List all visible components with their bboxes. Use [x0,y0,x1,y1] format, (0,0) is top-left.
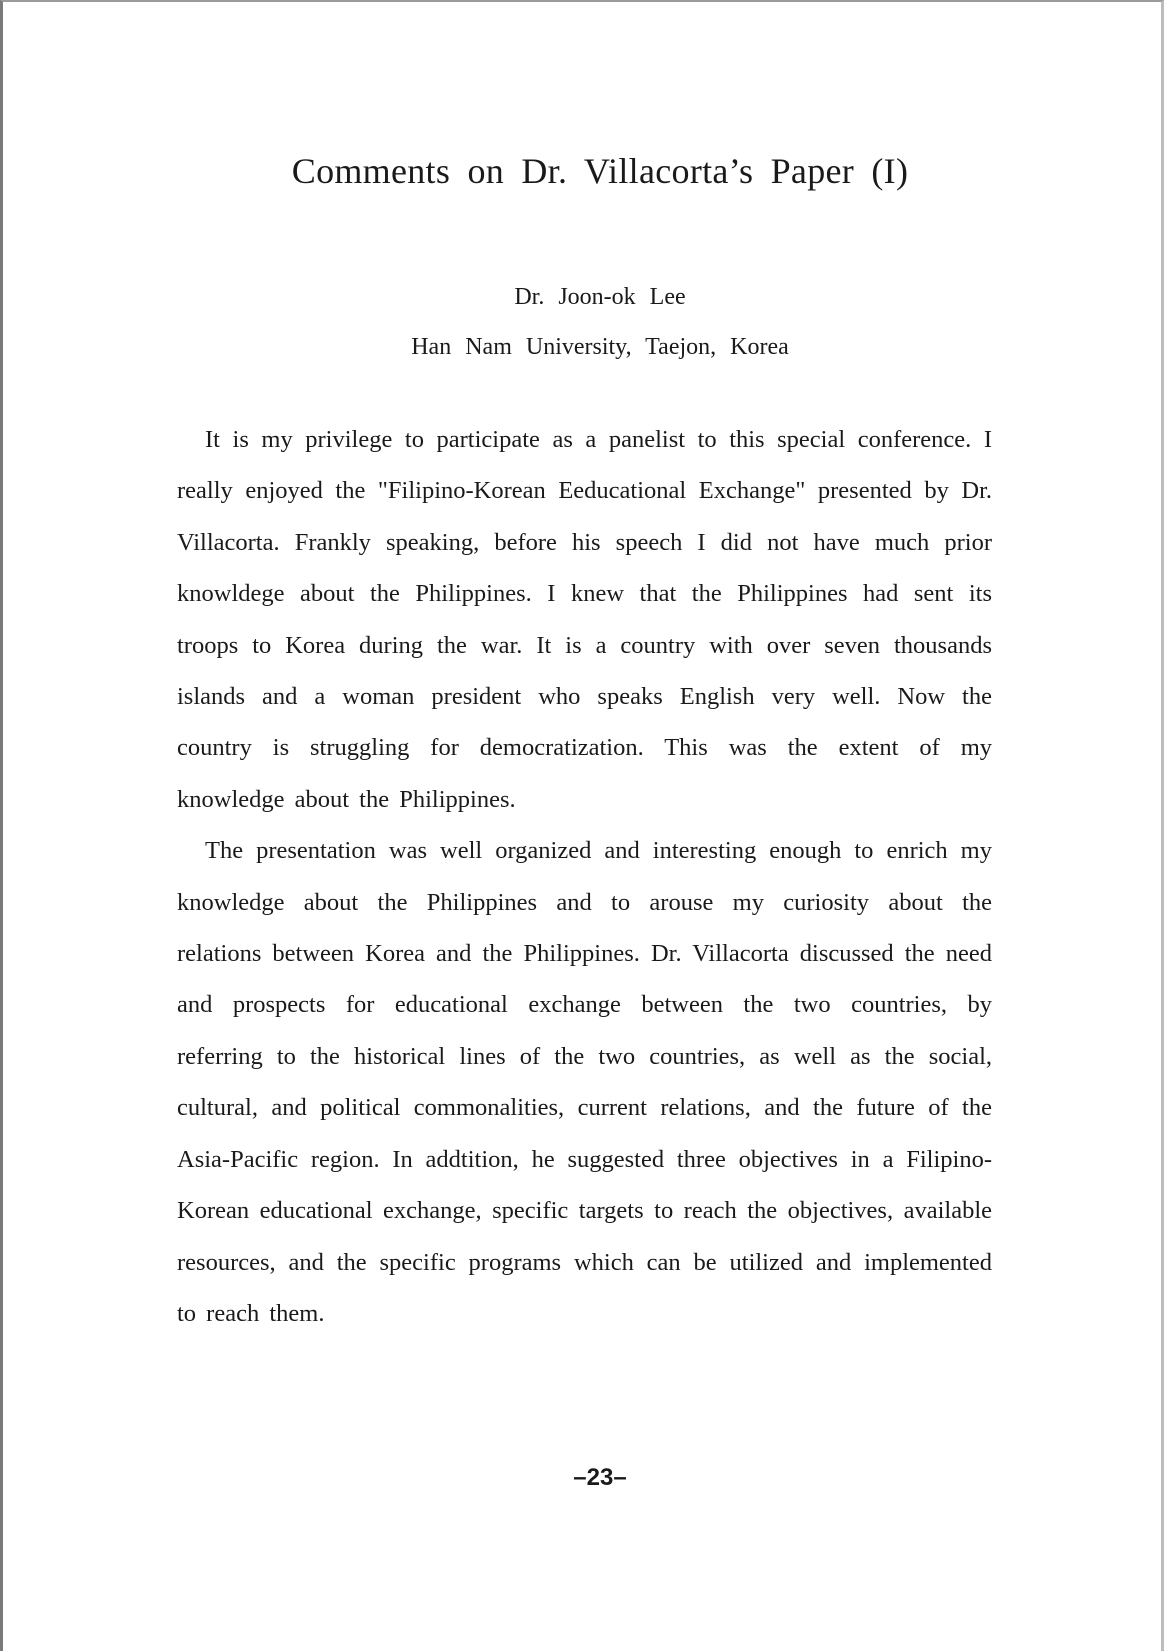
author-name: Dr. Joon-ok Lee [514,284,686,310]
paragraph-1: It is my privilege to participate as a panelist to this special conference. I really enjoyed the "Filipino-Korean Eeducational Exchange" presented by Dr. Villacorta. Frankly speaking, before his speech I did not have much prior knowldege about the Philippines. I knew that the Philippines had sent its troops to Korea during the war. It is a country with over seven thousands islands and a woman president who speaks English very well. Now the country is struggling for democratization. This was the extent of my knowledge about the Philippines. [177,426,992,813]
author-block [3,272,1164,372]
author-affiliation: Han Nam University, Taejon, Korea [411,334,789,360]
body-text [177,414,992,1339]
page-title: Comments on Dr. Villacorta’s Paper (I) [291,151,909,191]
paragraph-2: The presentation was well organized and interesting enough to enrich my knowledge about the Philippines and to arouse my curiosity about the relations between Korea and the Philippines. Dr. Villacorta discussed the need and prospects for educational exchange between the two countries, by referring to the historical lines of the two countries, as well as the social, cultural, and political commonalities, current relations, and the future of the Asia-Pacific region. In addtition, he suggested three objectives in a Filipino-Korean educational exchange, specific targets to reach the objectives, available resources, and the specific programs which can be utilized and implemented to reach them. [177,837,992,1327]
page-number: –23– [573,1464,627,1491]
